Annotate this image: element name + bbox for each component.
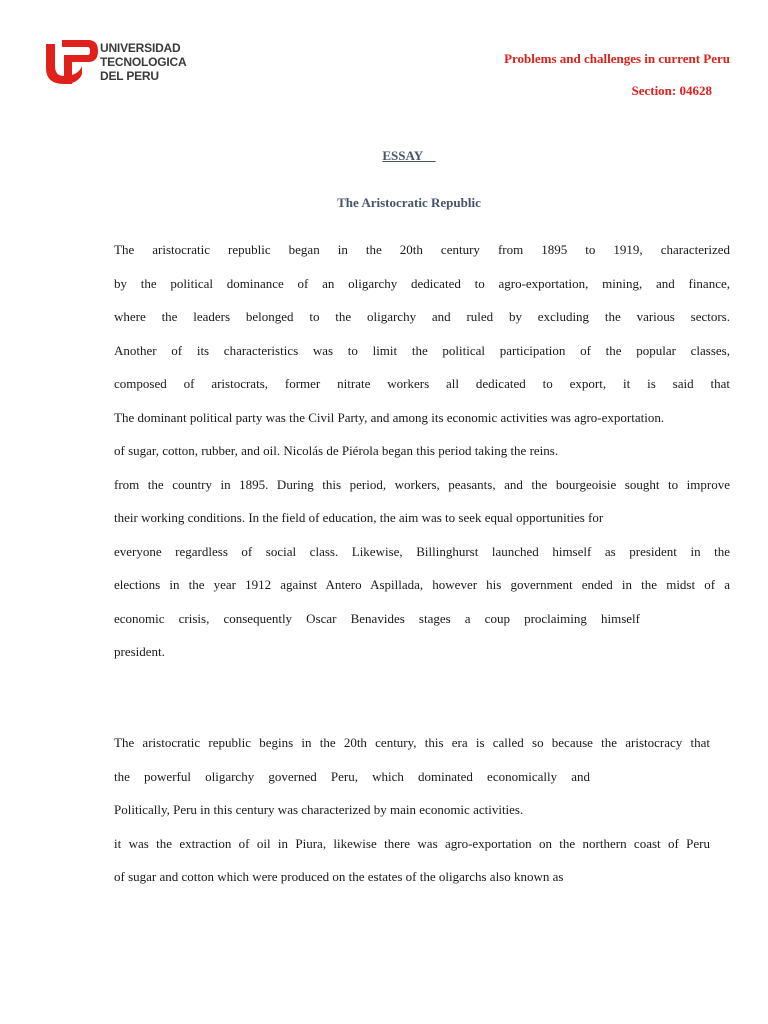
university-logo bbox=[44, 38, 194, 88]
paragraph-line: from the country in 1895. During this period, workers, peasants, and the bourgeoisie sought to improve bbox=[114, 476, 730, 492]
utp-logo-icon bbox=[44, 38, 98, 86]
paragraph-line: of sugar, cotton, rubber, and oil. Nicolás de Piérola began this period taking the reins. bbox=[114, 443, 559, 458]
paragraph-line: by the political dominance of an oligarchy dedicated to agro-exportation, mining, and finance, bbox=[114, 275, 730, 291]
paragraph-line: elections in the year 1912 against Antero Aspillada, however his government ended in the midst of a bbox=[114, 577, 730, 592]
section-number: Section: 04628 bbox=[631, 83, 712, 98]
university-name-line-3: DEL PERU bbox=[100, 69, 159, 83]
paragraph-line: their working conditions. In the field of education, the aim was to seek equal opportunities for bbox=[114, 510, 604, 525]
paragraph-line: president. bbox=[114, 644, 165, 659]
paragraph-line: composed of aristocrats, former nitrate workers all dedicated to export, it is said that bbox=[114, 376, 730, 391]
essay-paragraph-1 bbox=[114, 242, 730, 678]
paragraph-line: everyone regardless of social class. Likewise, Billinghurst launched himself as president in the bbox=[114, 543, 730, 559]
essay-title: The Aristocratic Republic bbox=[337, 195, 481, 210]
paragraph-line: it was the extraction of oil in Piura, likewise there was agro-exportation on the northern coast of Peru bbox=[114, 835, 710, 851]
paragraph-line: Another of its characteristics was to limit the political participation of the popular classes, bbox=[114, 342, 730, 358]
paragraph-line: the powerful oligarchy governed Peru, which dominated economically and bbox=[114, 768, 590, 784]
university-name-line-2: TECNOLOGICA bbox=[100, 55, 187, 69]
course-title: Problems and challenges in current Peru bbox=[504, 51, 730, 66]
paragraph-line: The dominant political party was the Civil Party, and among its economic activities was agro-exportation. bbox=[114, 409, 665, 425]
paragraph-line: Politically, Peru in this century was characterized by main economic activities. bbox=[114, 802, 524, 817]
paragraph-line: The aristocratic republic begins in the 20th century, this era is called so because the aristocracy that bbox=[114, 735, 710, 750]
paragraph-line: of sugar and cotton which were produced on the estates of the oligarchs also known as bbox=[114, 869, 564, 884]
paragraph-line: economic crisis, consequently Oscar Benavides stages a coup proclaiming himself bbox=[114, 610, 640, 626]
paragraph-line: where the leaders belonged to the oligarchy and ruled by excluding the various sectors. bbox=[114, 309, 730, 324]
university-name bbox=[100, 41, 186, 83]
university-name-line-1: UNIVERSIDAD bbox=[100, 41, 181, 55]
essay-label: ESSAY bbox=[382, 148, 436, 163]
essay-paragraph-2 bbox=[114, 735, 730, 903]
paragraph-line: The aristocratic republic began in the 20th century from 1895 to 1919, characterized bbox=[114, 242, 730, 257]
